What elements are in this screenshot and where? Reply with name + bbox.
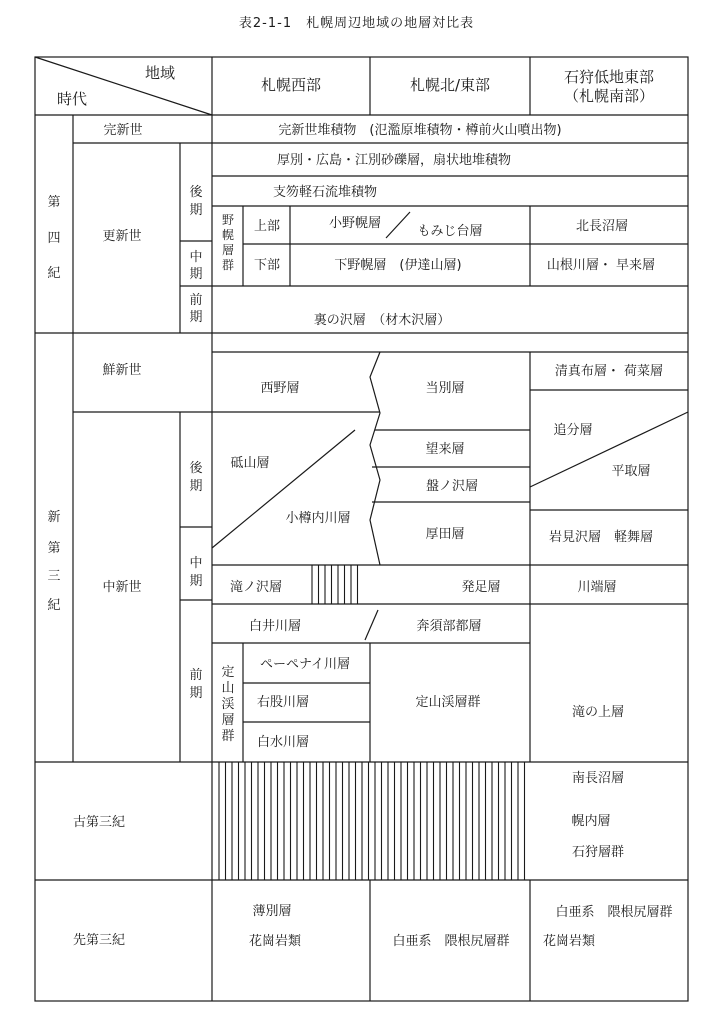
period-quaternary-1: 第 [47,195,61,210]
stratum-holocene-deposits: 完新世堆積物 (氾濫原堆積物・樽前火山噴出物) [278,123,562,138]
onoppo-momijidai-divider [386,212,410,238]
epoch-holocene: 完新世 [103,123,143,138]
period-quaternary-3: 紀 [47,266,61,281]
stratum-oiwake: 追分層 [553,423,593,438]
stratum-atsuta: 厚田層 [425,527,465,542]
hiatus-hatch-paleogene [219,762,525,880]
sub-middle-miocene-2: 期 [189,574,203,589]
stratum-shiraikawa: 白井川層 [248,619,302,634]
stratum-bokurai: 望来層 [425,442,465,457]
stratum-bannosawa: 盤ノ沢層 [425,479,479,494]
period-quaternary-2: 四 [47,231,61,246]
nopporo-group-3: 層 [221,243,235,257]
jozankei-group-1: 定 [221,665,235,680]
header-era: 時代 [56,90,88,108]
stratum-hiraki: 平取層 [611,464,651,479]
epoch-pleistocene: 更新世 [102,229,142,244]
stratum-uranosawa: 裏の沢層 （材木沢層） [313,313,451,328]
stratum-kawabata: 川端層 [577,580,617,595]
stratum-horonai: 幌内層 [571,814,611,829]
sub-middle-miocene-1: 中 [189,556,203,571]
stratum-tobetsu: 当別層 [425,381,465,396]
stratum-shiramizugawa: 白水川層 [256,735,310,750]
sub-lower: 下部 [253,258,281,273]
stratum-honsube: 奔須部都層 [416,619,482,634]
stratum-momijidai: もみじ台層 [417,224,483,239]
header-col-ishikari-sub: （札幌南部） [563,87,655,105]
stratum-kitanaganuma: 北長沼層 [575,219,629,234]
header-col-west: 札幌西部 [260,76,322,94]
stratum-shikotsu: 支笏軽石流堆積物 [272,185,378,200]
epoch-miocene: 中新世 [102,580,142,595]
sub-middle-2: 期 [189,267,203,282]
stratum-ishikari: 石狩層群 [571,845,625,860]
stratum-otarunaigawa: 小樽内川層 [285,511,351,526]
stratum-takinosawa: 滝ノ沢層 [229,580,283,595]
stratum-granite-west: 花崗岩類 [248,934,302,949]
nopporo-group-1: 野 [221,213,235,227]
stratum-takinoue: 滝の上層 [571,705,625,720]
nopporo-group-2: 幌 [221,228,235,242]
sub-early-miocene-2: 期 [189,686,203,701]
period-paleogene: 古第三紀 [72,815,126,830]
epoch-pliocene: 鮮新世 [102,363,142,378]
sub-early-1: 前 [189,293,203,308]
stratum-pepenai: ペーペナイ川層 [259,657,351,672]
sub-early-miocene-1: 前 [189,668,203,683]
period-neogene-3: 三 [47,569,61,584]
stratum-usumatagawa: 右股川層 [256,695,310,710]
sub-early-2: 期 [189,310,203,325]
stratum-usubetsu: 薄別層 [252,904,292,919]
stratum-granite-southeast: 花崗岩類 [542,934,596,949]
period-neogene-2: 第 [47,541,61,556]
sub-middle-1: 中 [189,250,203,265]
header-col-north-east: 札幌北/東部 [409,76,491,94]
sub-upper: 上部 [253,219,281,234]
stratum-hakua-east: 白亜系 隈根尻層群 [392,934,510,949]
jozankei-group-2: 山 [221,681,235,696]
stratum-onoppo: 小野幌層 [328,216,382,231]
table-title: 表2-1-1 札幌周辺地域の地層対比表 [238,16,475,31]
stratum-minaminaganuma: 南長沼層 [571,771,625,786]
nopporo-group-4: 群 [221,258,235,272]
jozankei-group-3: 渓 [221,697,235,712]
jozankei-group-5: 群 [221,729,235,744]
period-neogene-1: 新 [47,510,61,525]
stratum-iwamisawa: 岩見沢層 軽舞層 [548,530,654,545]
header-col-ishikari: 石狩低地東部 [563,68,655,86]
period-neogene-4: 紀 [47,598,61,613]
period-pre-tertiary: 先第三紀 [72,933,126,948]
stratum-nishino: 西野層 [260,381,300,396]
sub-late-miocene-1: 後 [189,461,203,476]
stratum-hakua-southeast: 白亜系 隈根尻層群 [555,905,673,920]
stratum-shimonoppo: 下野幌層 (伊達山層) [334,258,462,273]
stratum-atsubetsu: 厚別・広島・江別砂礫層，扇状地堆積物 [276,153,512,168]
sub-late-2: 期 [189,203,203,218]
stratum-hattari: 発足層 [461,580,501,595]
header-region: 地域 [144,64,176,82]
stratum-yamanekawa: 山根川層・ 早来層 [546,258,656,273]
stratum-toyama: 砥山層 [230,456,270,471]
jozankei-group-4: 層 [221,713,235,728]
sub-late-miocene-2: 期 [189,479,203,494]
sub-late-1: 後 [189,185,203,200]
stratum-jozankei: 定山渓層群 [415,695,481,710]
stratum-kiyomappu: 清真布層・ 荷菜層 [554,364,664,379]
hiatus-hatch-miocene [312,565,358,604]
